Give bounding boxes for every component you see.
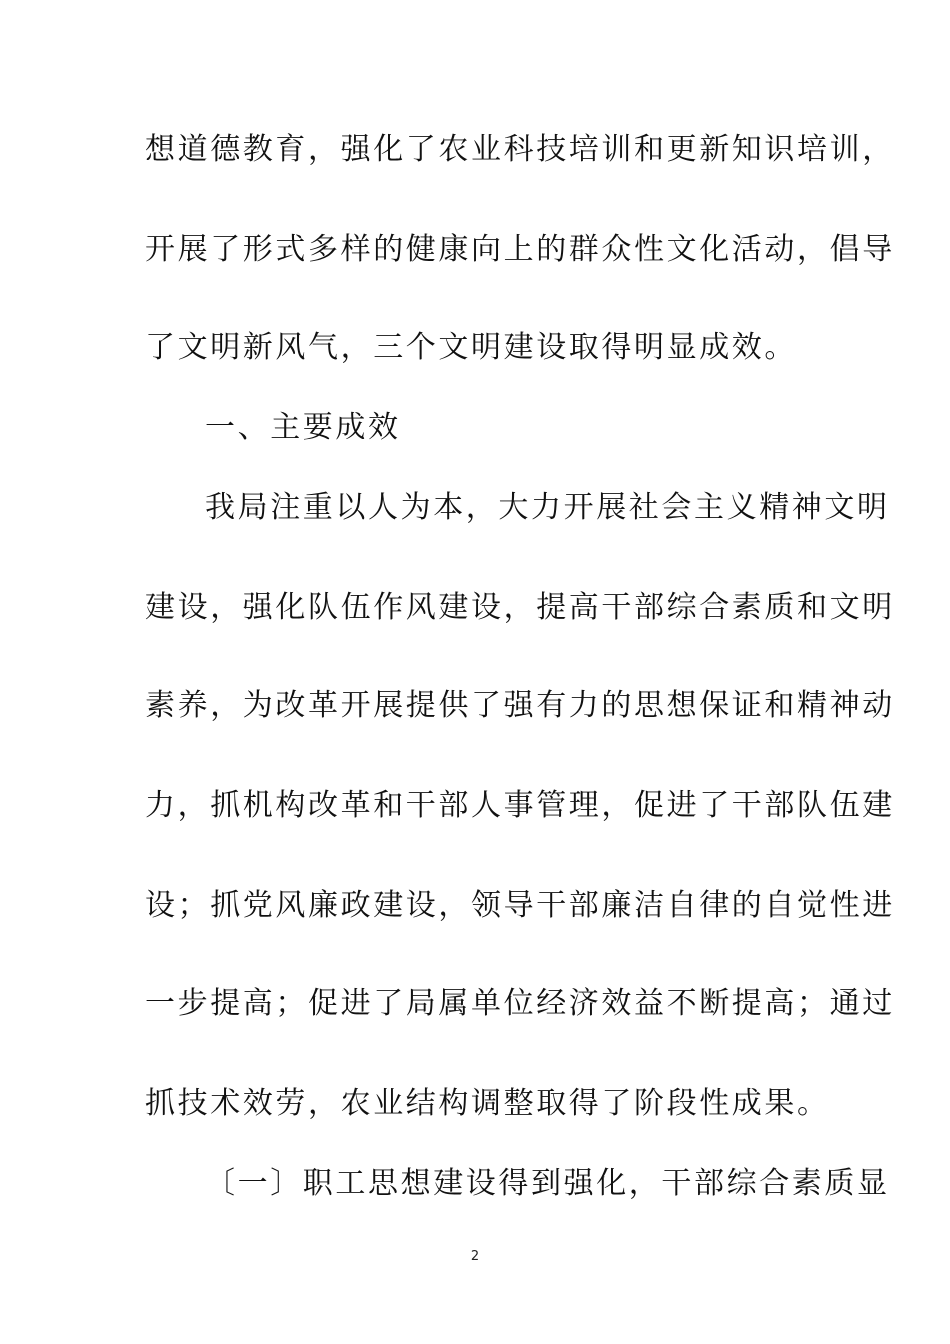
text-line: 开展了形式多样的健康向上的群众性文化活动，倡导 xyxy=(145,232,895,267)
text-line: 一步提高；促进了局属单位经济效益不断提高；通过 xyxy=(145,986,895,1021)
text-line: 想道德教育，强化了农业科技培训和更新知识培训， xyxy=(145,132,895,167)
text-line: 设；抓党风廉政建设，领导干部廉洁自律的自觉性进 xyxy=(145,888,895,923)
text-line: 建设，强化队伍作风建设，提高干部综合素质和文明 xyxy=(145,590,895,625)
text-line: 力，抓机构改革和干部人事管理，促进了干部队伍建 xyxy=(145,788,895,823)
subsection-heading: 〔一〕职工思想建设得到强化，干部综合素质显 xyxy=(205,1166,890,1201)
text-line: 素养，为改革开展提供了强有力的思想保证和精神动 xyxy=(145,688,895,723)
paragraph-first-line: 我局注重以人为本，大力开展社会主义精神文明 xyxy=(205,490,890,525)
page-number: 2 xyxy=(470,1249,480,1264)
text-line: 了文明新风气，三个文明建设取得明显成效。 xyxy=(145,330,797,365)
text-line: 抓技术效劳，农业结构调整取得了阶段性成果。 xyxy=(145,1086,830,1121)
section-heading: 一、主要成效 xyxy=(205,410,401,445)
